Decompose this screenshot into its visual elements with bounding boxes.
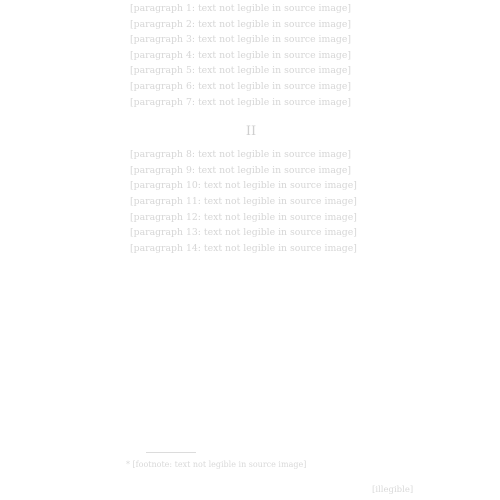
page-number: [illegible] [372,485,414,495]
body-paragraph: [paragraph 9: text not legible in source image] [130,164,351,176]
body-paragraph: [paragraph 2: text not legible in source image] [130,18,351,30]
footnote [126,459,386,470]
footnote-text: [footnote: text not legible in source image] [132,460,307,469]
section-number: II [245,124,257,140]
body-paragraph: [paragraph 7: text not legible in source image] [130,96,351,108]
body-paragraph: [paragraph 5: text not legible in source image] [130,65,351,77]
body-paragraph: [paragraph 1: text not legible in source image] [130,3,351,14]
main-text [116,1,386,256]
body-paragraph: [paragraph 11: text not legible in source image] [130,195,357,207]
body-paragraph: [paragraph 6: text not legible in source image] [130,80,351,92]
body-paragraph: [paragraph 4: text not legible in source image] [130,49,351,61]
body-paragraph: [paragraph 13: text not legible in source image] [130,227,357,239]
footnote-divider [146,452,196,453]
body-paragraph: [paragraph 14: text not legible in source image] [130,242,357,254]
footnote-marker: * [126,460,130,469]
body-paragraph: [paragraph 10: text not legible in source image] [130,180,357,192]
body-paragraph: [paragraph 3: text not legible in source image] [130,34,351,46]
body-paragraph: [paragraph 12: text not legible in source image] [130,211,357,223]
body-paragraph: [paragraph 8: text not legible in source image] [130,149,351,161]
